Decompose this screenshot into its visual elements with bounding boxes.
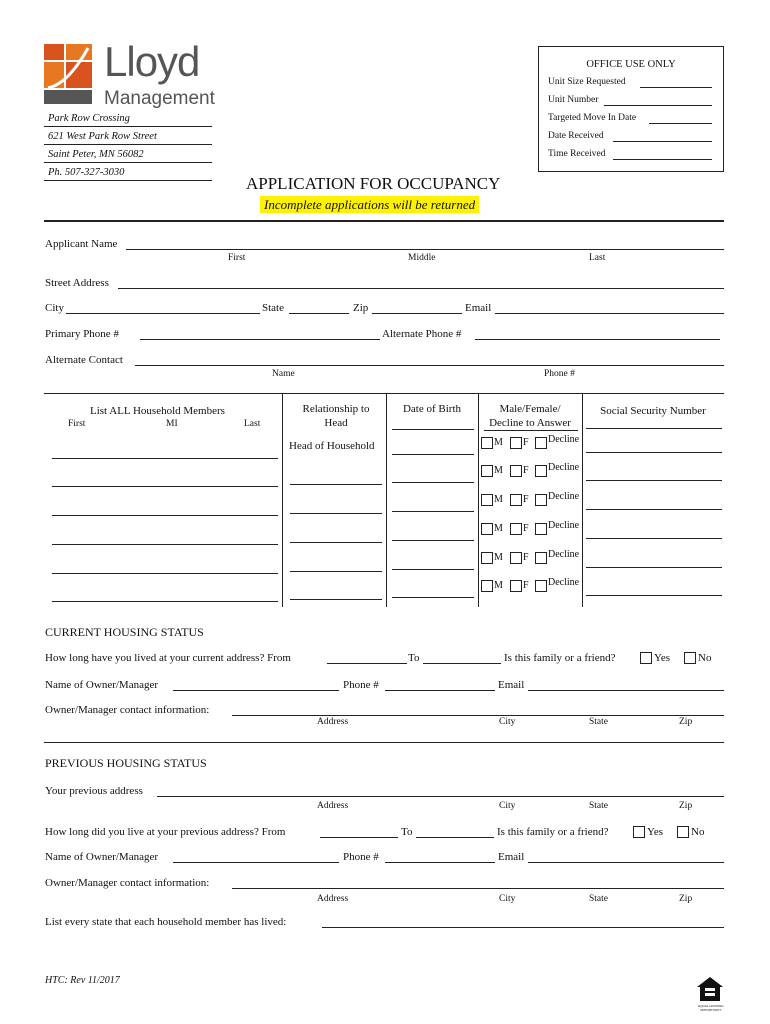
gender-f-checkbox[interactable]: [510, 494, 522, 506]
gender-decline-label: Decline: [548, 491, 580, 502]
state-field[interactable]: [289, 313, 349, 314]
gender-f-checkbox[interactable]: [510, 523, 522, 535]
warning-banner: Incomplete applications will be returned: [260, 196, 479, 213]
state-label: State: [262, 302, 284, 314]
gender-decline-checkbox[interactable]: [535, 580, 547, 592]
page-title: APPLICATION FOR OCCUPANCY: [246, 174, 501, 193]
current-contact-field[interactable]: [232, 715, 724, 716]
states-lived-label: List every state that each household member has lived:: [45, 916, 287, 928]
current-no-checkbox[interactable]: [684, 652, 696, 664]
address-line: 621 West Park Row Street: [48, 131, 157, 142]
gender-f-checkbox[interactable]: [510, 465, 522, 477]
gender-f-label: F: [523, 494, 529, 505]
member-name-field[interactable]: [52, 601, 278, 602]
gender-header: Male/Female/ Decline to Answer: [489, 403, 571, 429]
previous-yes-label: Yes: [647, 826, 664, 838]
zip-label: Zip: [353, 302, 369, 314]
member-name-field[interactable]: [52, 458, 278, 459]
previous-contact-address-sub: Address: [317, 894, 349, 904]
previous-contact-field[interactable]: [232, 888, 724, 889]
equal-housing-text: EQUAL HOUSING OPPORTUNITY: [698, 1004, 724, 1012]
logo-tagline: Management: [104, 88, 215, 109]
previous-email-label: Email: [498, 851, 525, 863]
office-field-line[interactable]: [613, 159, 713, 160]
equal-housing-icon: [695, 974, 725, 1004]
gender-m-label: M: [494, 437, 503, 448]
logo-mark-icon: [44, 44, 96, 106]
current-to-field[interactable]: [423, 663, 501, 664]
dob-field[interactable]: [392, 569, 474, 570]
gender-decline-label: Decline: [548, 462, 580, 473]
gender-f-label: F: [523, 580, 529, 591]
gender-header-line: [484, 430, 578, 431]
ssn-field[interactable]: [586, 595, 722, 596]
address-underline: [44, 162, 212, 163]
dob-field[interactable]: [392, 511, 474, 512]
address-line: Saint Peter, MN 56082: [48, 149, 144, 160]
dob-field[interactable]: [392, 454, 474, 455]
zip-field[interactable]: [372, 313, 462, 314]
gender-m-label: M: [494, 465, 503, 476]
gender-f-label: F: [523, 523, 529, 534]
previous-zip-sub: Zip: [679, 801, 693, 811]
street-label: Street Address: [45, 277, 109, 289]
gender-m-checkbox[interactable]: [481, 465, 493, 477]
ssn-field[interactable]: [586, 538, 722, 539]
current-state-sub: State: [589, 717, 608, 727]
ssn-header: Social Security Number: [600, 405, 706, 417]
office-field-line[interactable]: [613, 141, 713, 142]
office-field-line[interactable]: [640, 87, 713, 88]
table-col-divider: [386, 393, 387, 607]
gender-m-label: M: [494, 552, 503, 563]
relationship-field[interactable]: [290, 599, 382, 600]
members-last-sub: Last: [244, 419, 261, 429]
divider: [44, 220, 724, 222]
gender-decline-label: Decline: [548, 577, 580, 588]
current-city-sub: City: [499, 717, 516, 727]
logo-name: Lloyd: [104, 38, 200, 85]
alt-phone-field[interactable]: [475, 339, 720, 340]
previous-owner-field[interactable]: [173, 862, 339, 863]
gender-m-checkbox[interactable]: [481, 494, 493, 506]
address-line: Ph. 507-327-3030: [48, 167, 125, 178]
previous-phone-field[interactable]: [385, 862, 495, 863]
ssn-field[interactable]: [586, 452, 722, 453]
previous-address-sub: Address: [317, 801, 349, 811]
current-email-field[interactable]: [528, 690, 724, 691]
current-owner-field[interactable]: [173, 690, 339, 691]
current-to-label: To: [408, 652, 420, 664]
city-field[interactable]: [66, 313, 260, 314]
alt-contact-phone-sublabel: Phone #: [544, 369, 575, 379]
current-yes-label: Yes: [654, 652, 671, 664]
gender-decline-checkbox[interactable]: [535, 494, 547, 506]
table-col-divider: [582, 393, 583, 607]
revision-label: HTC: Rev 11/2017: [45, 975, 120, 986]
equal-housing-logo: [695, 974, 727, 1014]
office-use-title: OFFICE USE ONLY: [586, 59, 676, 70]
first-sublabel: First: [228, 253, 246, 263]
gender-decline-label: Decline: [548, 520, 580, 531]
dob-header-line: [392, 429, 474, 430]
previous-no-label: No: [691, 826, 705, 838]
dob-field[interactable]: [392, 482, 474, 483]
current-zip-sub: Zip: [679, 717, 693, 727]
relationship-header: Relationship to Head: [302, 403, 370, 429]
office-field-label: Targeted Move In Date: [548, 113, 637, 123]
previous-address-field[interactable]: [157, 796, 724, 797]
gender-decline-checkbox[interactable]: [535, 465, 547, 477]
previous-how-long: How long did you live at your previous address? From: [45, 826, 286, 838]
address-underline: [44, 180, 212, 181]
previous-to-field[interactable]: [416, 837, 494, 838]
gender-decline-label: Decline: [548, 434, 580, 445]
previous-contact-label: Owner/Manager contact information:: [45, 877, 210, 889]
address-line: Park Row Crossing: [48, 113, 130, 124]
divider: [44, 742, 724, 743]
members-first-sub: First: [68, 419, 86, 429]
members-mi-sub: MI: [166, 419, 178, 429]
gender-m-label: M: [494, 494, 503, 505]
previous-contact-city-sub: City: [499, 894, 516, 904]
members-header: List ALL Household Members: [90, 405, 225, 417]
gender-m-checkbox[interactable]: [481, 552, 493, 564]
previous-no-checkbox[interactable]: [677, 826, 689, 838]
last-sublabel: Last: [589, 253, 606, 263]
primary-phone-field[interactable]: [140, 339, 380, 340]
previous-heading: PREVIOUS HOUSING STATUS: [45, 756, 207, 770]
alt-phone-label: Alternate Phone #: [382, 328, 462, 340]
gender-m-label: M: [494, 523, 503, 534]
previous-from-field[interactable]: [320, 837, 398, 838]
office-field-label: Date Received: [548, 131, 604, 141]
current-heading: CURRENT HOUSING STATUS: [45, 625, 204, 639]
previous-city-sub: City: [499, 801, 516, 811]
address-underline: [44, 126, 212, 127]
ssn-field[interactable]: [586, 509, 722, 510]
ssn-field[interactable]: [586, 480, 722, 481]
current-no-label: No: [698, 652, 712, 664]
ssn-field[interactable]: [586, 567, 722, 568]
street-field[interactable]: [118, 288, 724, 289]
gender-f-checkbox[interactable]: [510, 437, 522, 449]
gender-decline-label: Decline: [548, 549, 580, 560]
current-family-label: Is this family or a friend?: [504, 652, 616, 664]
member-name-field[interactable]: [52, 573, 278, 574]
office-field-label: Time Received: [548, 149, 606, 159]
relationship-field[interactable]: [290, 542, 382, 543]
previous-contact-zip-sub: Zip: [679, 894, 693, 904]
member-name-field[interactable]: [52, 544, 278, 545]
middle-sublabel: Middle: [408, 253, 436, 263]
dob-field[interactable]: [392, 540, 474, 541]
current-phone-field[interactable]: [385, 690, 495, 691]
ssn-header-line: [586, 428, 722, 429]
primary-phone-label: Primary Phone #: [45, 328, 119, 340]
address-underline: [44, 144, 212, 145]
previous-contact-state-sub: State: [589, 894, 608, 904]
current-owner-label: Name of Owner/Manager: [45, 679, 159, 691]
table-col-divider: [282, 393, 283, 607]
gender-m-checkbox[interactable]: [481, 437, 493, 449]
previous-yes-checkbox[interactable]: [633, 826, 645, 838]
gender-f-label: F: [523, 552, 529, 563]
current-how-long: How long have you lived at your current address? From: [45, 652, 291, 664]
gender-f-label: F: [523, 437, 529, 448]
email-label: Email: [465, 302, 492, 314]
current-from-field[interactable]: [327, 663, 407, 664]
previous-owner-label: Name of Owner/Manager: [45, 851, 159, 863]
head-of-household-label: Head of Household: [289, 440, 375, 452]
alt-contact-field[interactable]: [135, 365, 724, 366]
dob-header: Date of Birth: [402, 403, 462, 415]
office-field-line[interactable]: [649, 123, 713, 124]
gender-m-label: M: [494, 580, 503, 591]
member-name-field[interactable]: [52, 486, 278, 487]
previous-state-sub: State: [589, 801, 608, 811]
previous-phone-label: Phone #: [343, 851, 379, 863]
previous-to-label: To: [401, 826, 413, 838]
gender-m-checkbox[interactable]: [481, 580, 493, 592]
gender-f-label: F: [523, 465, 529, 476]
alt-contact-name-sublabel: Name: [272, 369, 295, 379]
gender-f-checkbox[interactable]: [510, 552, 522, 564]
previous-email-field[interactable]: [528, 862, 724, 863]
alt-contact-label: Alternate Contact: [45, 354, 123, 366]
office-field-label: Unit Number: [548, 95, 599, 105]
applicant-name-field[interactable]: [126, 249, 724, 250]
previous-family-label: Is this family or a friend?: [497, 826, 609, 838]
gender-decline-checkbox[interactable]: [535, 552, 547, 564]
gender-m-checkbox[interactable]: [481, 523, 493, 535]
current-contact-label: Owner/Manager contact information:: [45, 704, 210, 716]
gender-decline-checkbox[interactable]: [535, 437, 547, 449]
gender-f-checkbox[interactable]: [510, 580, 522, 592]
city-label: City: [45, 302, 64, 314]
relationship-field[interactable]: [290, 484, 382, 485]
office-field-label: Unit Size Requested: [548, 77, 626, 87]
member-name-field[interactable]: [52, 515, 278, 516]
applicant-name-label: Applicant Name: [45, 238, 118, 250]
email-field[interactable]: [495, 313, 724, 314]
office-field-line[interactable]: [604, 105, 713, 106]
relationship-field[interactable]: [290, 513, 382, 514]
previous-address-label: Your previous address: [45, 785, 143, 797]
gender-decline-checkbox[interactable]: [535, 523, 547, 535]
states-lived-field[interactable]: [322, 927, 724, 928]
current-address-sub: Address: [317, 717, 349, 727]
current-phone-label: Phone #: [343, 679, 379, 691]
current-yes-checkbox[interactable]: [640, 652, 652, 664]
current-email-label: Email: [498, 679, 525, 691]
relationship-field[interactable]: [290, 571, 382, 572]
dob-field[interactable]: [392, 597, 474, 598]
company-logo: [44, 38, 244, 112]
